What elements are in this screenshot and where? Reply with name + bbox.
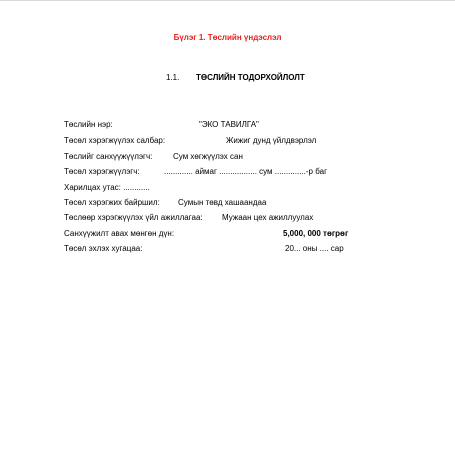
section-number: 1.1. xyxy=(166,73,180,82)
funding-amount-label: Санхүүжилт авах мөнгөн дүн: xyxy=(64,229,175,238)
funding-amount-value: 5,000, 000 төгрөг xyxy=(283,229,349,238)
location-value: Сумын төвд хашаандаа xyxy=(178,198,267,207)
start-date-value: 20... оны .... сар xyxy=(285,244,344,253)
start-date-label: Төсөл эхлэх хугацаа: xyxy=(64,244,143,253)
funder-value: Сум хөгжүүлэх сан xyxy=(173,152,243,161)
chapter-title: Бүлэг 1. Төслийн үндэслэл xyxy=(173,33,282,42)
project-name-label: Төслийн нэр: xyxy=(64,120,113,129)
implementer-label: Төсөл хэрэгжүүлэгч: xyxy=(64,167,140,176)
section-title: ТӨСЛИЙН ТОДОРХОЙЛОЛТ xyxy=(196,73,305,82)
activity-label: Төслөөр хэрэгжүүлэх үйл ажиллагаа: xyxy=(64,213,203,222)
page-top-border xyxy=(0,0,455,1)
funder-label: Төслийг санхүүжүүлэгч: xyxy=(64,152,153,161)
phone-label: Харилцах утас: ............ xyxy=(64,183,150,192)
implementer-value: ............. аймаг ................. сум ..............-р баг xyxy=(164,167,327,176)
activity-value: Мужаан цех ажиллуулах xyxy=(222,213,314,222)
location-label: Төсөл хэрэгжих байршил: xyxy=(64,198,160,207)
sector-label: Төсөл хэрэгжүүлэх салбар: xyxy=(64,136,166,145)
sector-value: Жижиг дунд үйлдвэрлэл xyxy=(226,136,317,145)
project-name-value: "ЭКО ТАВИЛГА" xyxy=(199,120,259,129)
